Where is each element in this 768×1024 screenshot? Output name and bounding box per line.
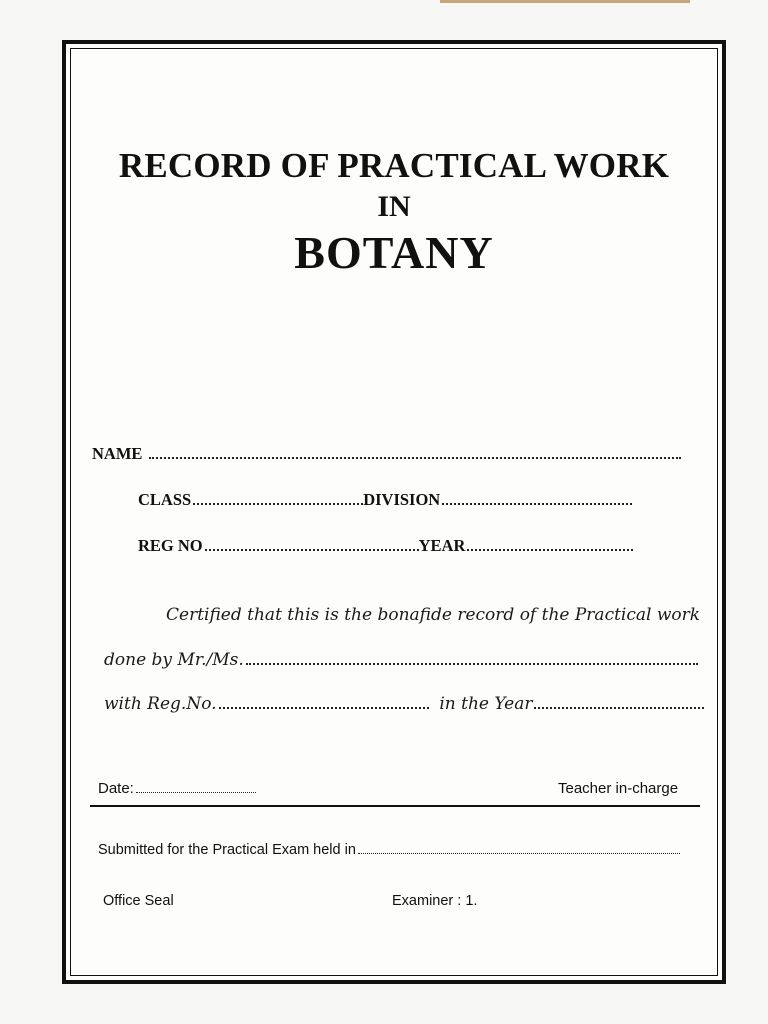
- date-field: [98, 780, 256, 797]
- submitted-label: Submitted for the Practical Exam held in: [98, 842, 356, 858]
- submitted-field: [98, 842, 680, 858]
- certificate-line-2: [104, 650, 698, 670]
- class-label: CLASS: [138, 490, 192, 509]
- name-label: NAME: [92, 444, 143, 463]
- name-fill-line[interactable]: [149, 455, 681, 459]
- teacher-in-charge: Teacher in-charge: [558, 780, 679, 797]
- year-label: YEAR: [418, 536, 466, 555]
- office-seal: Office Seal: [103, 893, 174, 909]
- regno-label: REG NO: [138, 536, 203, 555]
- title-line-2: IN: [377, 190, 411, 223]
- regno-fill-line[interactable]: [205, 547, 419, 551]
- reg-no-label: with Reg.No.: [104, 694, 217, 714]
- done-by-fill-line[interactable]: [246, 661, 698, 665]
- done-by-label: done by Mr./Ms.: [104, 650, 244, 670]
- examiner-label: Examiner : 1.: [392, 893, 478, 909]
- title-line-1: RECORD OF PRACTICAL WORK: [118, 146, 670, 185]
- class-fill-line[interactable]: [193, 501, 363, 505]
- certificate-line-3: [104, 694, 704, 714]
- in-the-year-label: in the Year: [439, 694, 533, 714]
- division-label: DIVISION: [363, 490, 441, 509]
- name-field: [92, 444, 681, 464]
- submitted-fill-line[interactable]: [358, 851, 680, 854]
- year-fill-line[interactable]: [467, 547, 633, 551]
- cert-year-fill-line[interactable]: [534, 705, 704, 709]
- class-division-row: [138, 490, 632, 510]
- division-fill-line[interactable]: [442, 501, 632, 505]
- inner-border: [70, 48, 718, 976]
- title-subject: BOTANY: [294, 227, 494, 278]
- cert-regno-fill-line[interactable]: [219, 705, 429, 709]
- page-edge: [440, 0, 690, 3]
- divider-line: [90, 805, 700, 807]
- date-label: Date:: [98, 780, 134, 797]
- regno-year-row: [138, 536, 633, 556]
- date-fill-line[interactable]: [136, 790, 256, 793]
- certificate-line-1: Certified that this is the bonafide record of the Practical work: [166, 605, 701, 625]
